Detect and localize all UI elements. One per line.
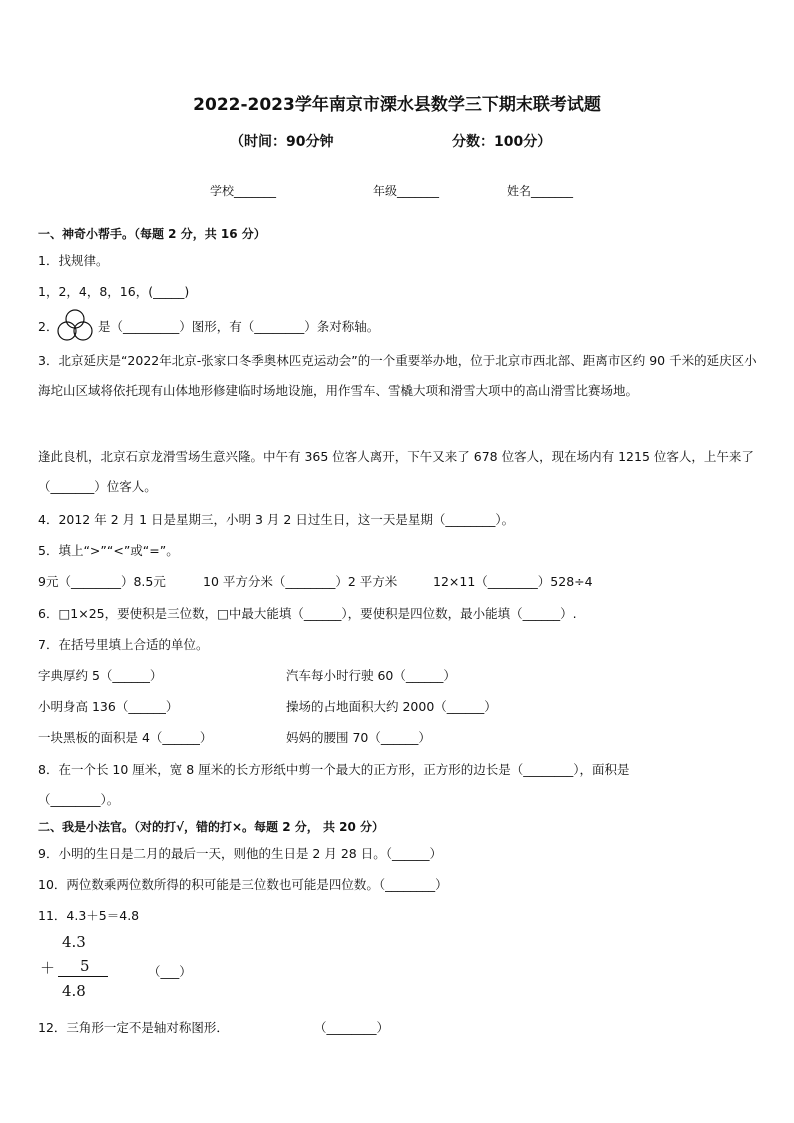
left-circle bbox=[58, 322, 76, 340]
exam-time: （时间：90分钟 bbox=[230, 134, 334, 150]
q12-answer-blank[interactable]: （________） bbox=[314, 1020, 390, 1035]
q7-r3b[interactable]: 妈妈的腰围 70（______） bbox=[286, 730, 431, 745]
q11-sum-line bbox=[58, 976, 108, 977]
q7-r1b[interactable]: 汽车每小时行驶 60（______） bbox=[286, 668, 456, 683]
q7-r3a[interactable]: 一块黑板的面积是 4（______） bbox=[38, 730, 213, 745]
q5-stem: 5．填上“>”“<”或“=”。 bbox=[38, 543, 179, 558]
q1-stem: 1．找规律。 bbox=[38, 253, 109, 268]
q10[interactable]: 10．两位数乘两位数所得的积可能是三位数也可能是四位数。（________） bbox=[38, 877, 448, 892]
q1-sequence[interactable]: 1，2，4，8，16，(_____) bbox=[38, 284, 190, 299]
exam-score: 分数：100分） bbox=[452, 134, 552, 150]
q8-line-2[interactable]: （________）。 bbox=[38, 792, 120, 807]
q11-result: 4.8 bbox=[62, 982, 86, 1000]
q7-r2b[interactable]: 操场的占地面积大约 2000（______） bbox=[286, 699, 497, 714]
q7-r1a[interactable]: 字典厚约 5（______） bbox=[38, 668, 163, 683]
q7-stem: 7．在括号里填上合适的单位。 bbox=[38, 637, 209, 652]
q9[interactable]: 9．小明的生日是二月的最后一天，则他的生日是 2 月 28 日。（______） bbox=[38, 846, 442, 861]
three-circles-figure bbox=[57, 308, 93, 342]
q4[interactable]: 4．2012 年 2 月 1 日是星期三，小明 3 月 2 日过生日，这一天是星期（________）。 bbox=[38, 512, 515, 527]
q5-b[interactable]: 10 平方分米（________）2 平方米 bbox=[203, 574, 398, 589]
q11-stem: 11．4.3＋5＝4.8 bbox=[38, 908, 140, 923]
top-circle bbox=[66, 310, 84, 328]
q2-number: 2． bbox=[38, 319, 59, 334]
school-field[interactable]: 学校_______ bbox=[210, 184, 277, 198]
q6[interactable]: 6．□1×25，要使积是三位数，□中最大能填（______），要使积是四位数，最小能填（______）. bbox=[38, 606, 577, 621]
q5-c[interactable]: 12×11（________）528÷4 bbox=[433, 574, 593, 589]
grade-field[interactable]: 年级_______ bbox=[373, 184, 440, 198]
q3-paragraph-2[interactable]: 逢此良机，北京石京龙滑雪场生意兴隆。中午有 365 位客人离开，下午又来了 678 位客人，现在场内有 1215 位客人，上午来了（_______）位客人。 bbox=[38, 449, 754, 494]
q2-text[interactable]: 是（_________）图形，有（________）条对称轴。 bbox=[98, 319, 380, 334]
q12-text: 12．三角形一定不是轴对称图形． bbox=[38, 1020, 229, 1035]
q11-plus-sign: ＋ bbox=[40, 959, 56, 977]
section-2-heading: 二、我是小法官。（对的打√，错的打×。每题 2 分， 共 20 分） bbox=[38, 820, 384, 834]
q7-r2a[interactable]: 小明身高 136（______） bbox=[38, 699, 179, 714]
q3-paragraph-1: 3．北京延庆是“2022年北京-张家口冬季奥林匹克运动会”的一个重要举办地，位于北京市西北部、距离市区约 90 千米的延庆区小海坨山区域将依托现有山体地形修建临时场地设施，用作雪车、雪橇大项和滑雪大项中的高山滑雪比赛场地。 bbox=[38, 353, 757, 398]
q11-addend: 5 bbox=[80, 957, 90, 975]
right-circle bbox=[74, 322, 92, 340]
section-1-heading: 一、神奇小帮手。（每题 2 分，共 16 分） bbox=[38, 227, 266, 241]
name-field[interactable]: 姓名_______ bbox=[507, 184, 574, 198]
q11-answer-blank[interactable]: （___） bbox=[148, 964, 192, 979]
q11-top-number: 4.3 bbox=[62, 933, 86, 951]
q5-a[interactable]: 9元（________）8.5元 bbox=[38, 574, 166, 589]
q8-line-1[interactable]: 8．在一个长 10 厘米，宽 8 厘米的长方形纸中剪一个最大的正方形，正方形的边长是（________），面积是 bbox=[38, 762, 630, 777]
page-title: 2022-2023学年南京市溧水县数学三下期末联考试题 bbox=[193, 95, 601, 115]
